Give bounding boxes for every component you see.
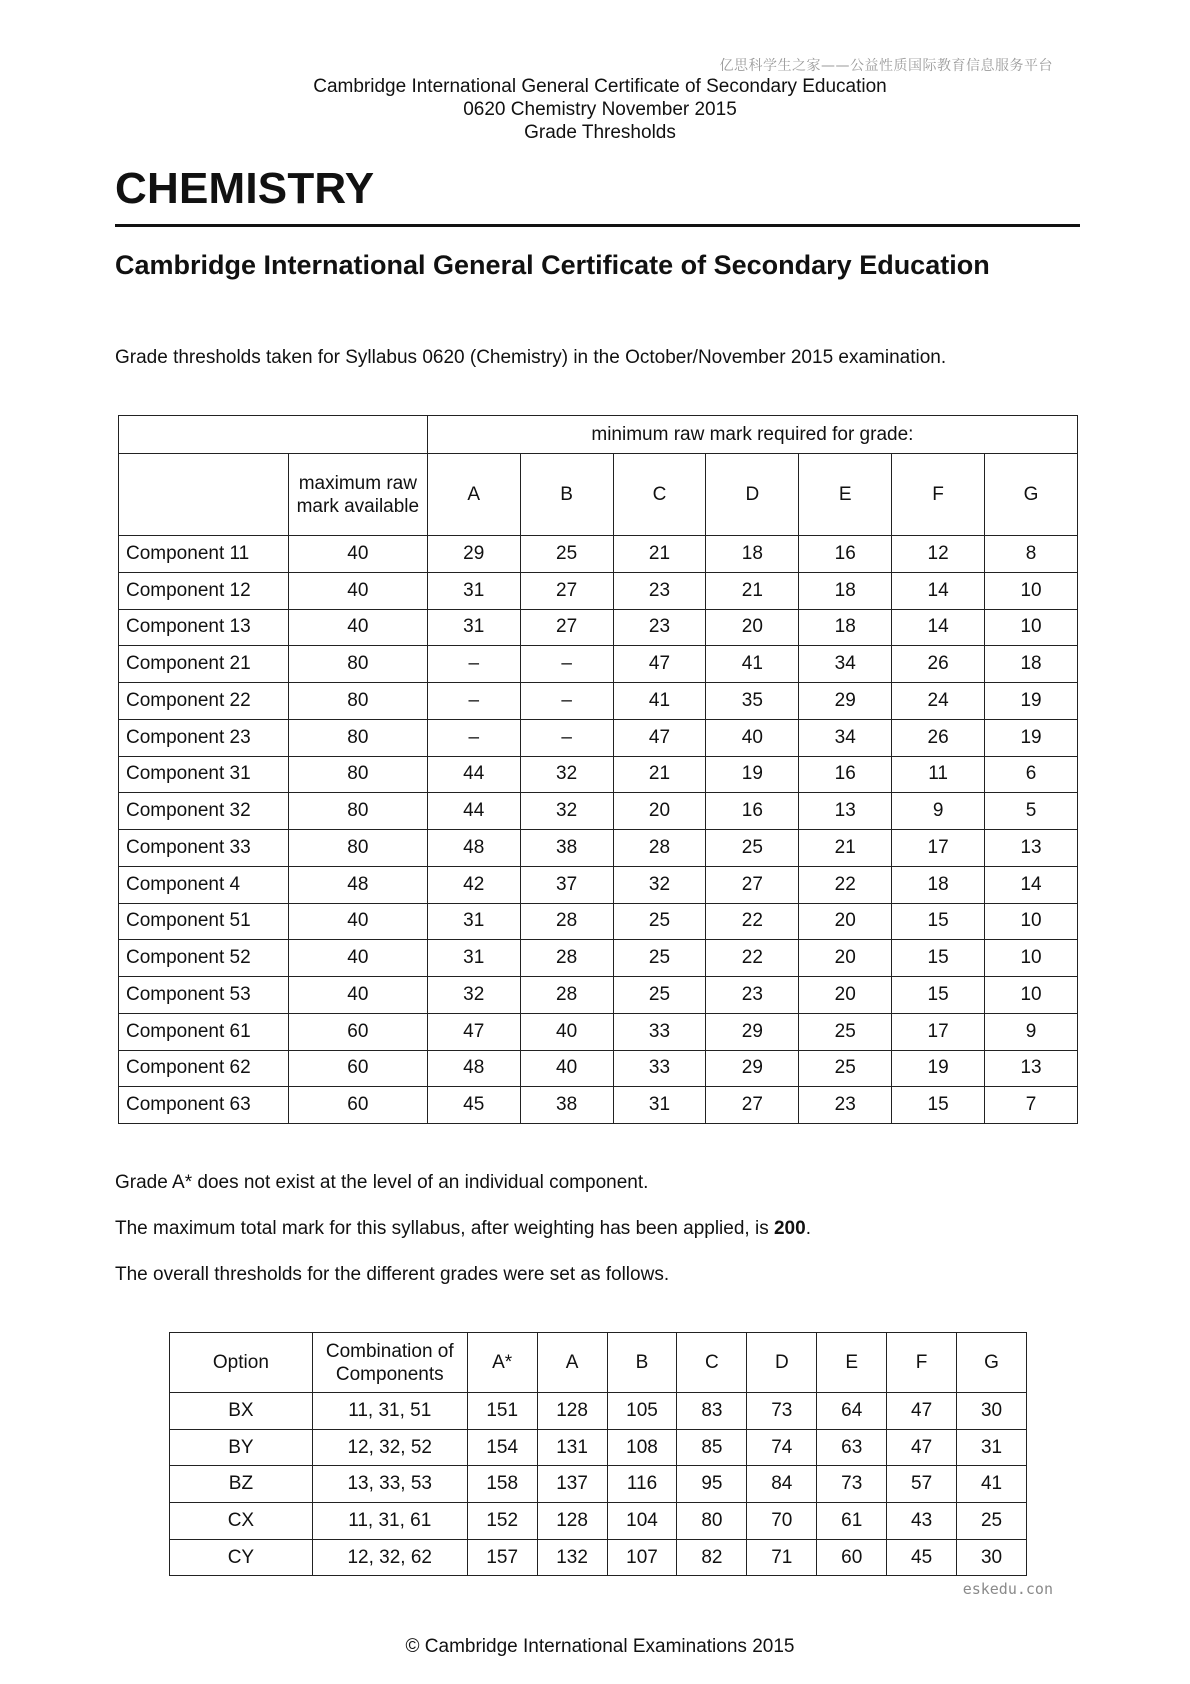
grade-threshold: 10 [985,572,1078,609]
grade-threshold: 42 [427,866,520,903]
component-name: Component 4 [119,866,289,903]
max-mark-header: maximum raw mark available [288,454,427,536]
grade-threshold: 28 [613,830,706,867]
grade-header: C [677,1333,747,1393]
option-header: Option [170,1333,313,1393]
grade-header: B [607,1333,677,1393]
grade-threshold: 16 [799,536,892,573]
grade-threshold: 158 [467,1466,537,1503]
note-max-total-text: The maximum total mark for this syllabus, after weighting has been applied, is [115,1218,774,1239]
max-mark: 60 [288,1013,427,1050]
grade-threshold: 25 [799,1050,892,1087]
grade-threshold: 18 [799,572,892,609]
grade-header: A [537,1333,607,1393]
grade-threshold: 9 [892,793,985,830]
grade-threshold: 29 [706,1050,799,1087]
grade-threshold: 31 [427,572,520,609]
grade-threshold: 22 [799,866,892,903]
component-name: Component 12 [119,572,289,609]
grade-threshold: 19 [706,756,799,793]
grade-threshold: 26 [892,646,985,683]
grade-threshold: 28 [520,903,613,940]
grade-threshold: 28 [520,977,613,1014]
grade-threshold: 152 [467,1503,537,1540]
grade-threshold: 19 [892,1050,985,1087]
grade-threshold: 157 [467,1539,537,1576]
grade-threshold: 20 [799,977,892,1014]
grade-threshold: – [520,719,613,756]
page-subtitle: Cambridge International General Certificate of Secondary Education [115,250,990,280]
max-mark: 40 [288,940,427,977]
grade-threshold: 27 [520,609,613,646]
option-code: BY [170,1429,313,1466]
grade-threshold: 29 [706,1013,799,1050]
table-row [170,1466,1027,1503]
footer-watermark: eskedu.con [962,1580,1053,1598]
table-row [170,1429,1027,1466]
component-name: Component 52 [119,940,289,977]
grade-header: B [520,454,613,536]
grade-threshold: 25 [520,536,613,573]
grade-threshold: 6 [985,756,1078,793]
grade-threshold: 18 [892,866,985,903]
grade-threshold: 22 [706,903,799,940]
grade-threshold: 40 [520,1013,613,1050]
grade-threshold: 27 [706,1087,799,1124]
grade-threshold: 12 [892,536,985,573]
table-row [119,830,1078,867]
max-mark: 80 [288,830,427,867]
grade-threshold: 131 [537,1429,607,1466]
grade-header: F [887,1333,957,1393]
grade-threshold: 7 [985,1087,1078,1124]
grade-threshold: 34 [799,646,892,683]
grade-threshold: 25 [957,1503,1027,1540]
table-row [119,866,1078,903]
grade-threshold: 48 [427,1050,520,1087]
grade-threshold: 70 [747,1503,817,1540]
grade-threshold: 14 [892,572,985,609]
table-row [170,1503,1027,1540]
table-row [119,536,1078,573]
max-mark: 48 [288,866,427,903]
grade-threshold: 13 [985,830,1078,867]
option-code: CY [170,1539,313,1576]
component-name: Component 53 [119,977,289,1014]
empty-corner-cell [119,416,428,454]
empty-header-cell [119,454,289,536]
table-row [119,977,1078,1014]
grade-threshold: 15 [892,1087,985,1124]
grade-threshold: 17 [892,830,985,867]
grade-threshold: 47 [613,719,706,756]
grade-threshold: 37 [520,866,613,903]
component-combination: 12, 32, 52 [312,1429,467,1466]
grade-threshold: 41 [957,1466,1027,1503]
grade-threshold: 23 [613,572,706,609]
grade-threshold: 24 [892,683,985,720]
max-mark: 40 [288,536,427,573]
grade-header: E [817,1333,887,1393]
grade-threshold: 20 [613,793,706,830]
grade-threshold: 23 [706,977,799,1014]
grade-threshold: 57 [887,1466,957,1503]
grade-threshold: 73 [817,1466,887,1503]
component-thresholds-table [118,415,1078,1124]
grade-threshold: 38 [520,1087,613,1124]
grade-threshold: 82 [677,1539,747,1576]
note-max-total [115,1218,811,1240]
grade-threshold: – [427,683,520,720]
grade-threshold: 108 [607,1429,677,1466]
grade-threshold: 154 [467,1429,537,1466]
max-mark: 60 [288,1050,427,1087]
grade-threshold: 21 [613,536,706,573]
grade-threshold: – [427,646,520,683]
grade-threshold: 31 [427,940,520,977]
grade-threshold: 47 [613,646,706,683]
grade-threshold: 80 [677,1503,747,1540]
table-row [119,1050,1078,1087]
max-mark: 40 [288,572,427,609]
grade-threshold: 48 [427,830,520,867]
running-header-line-2: 0620 Chemistry November 2015 [463,99,737,120]
grade-header: G [957,1333,1027,1393]
group-header: minimum raw mark required for grade: [427,416,1077,454]
grade-header: E [799,454,892,536]
grade-threshold: 21 [613,756,706,793]
component-combination: 12, 32, 62 [312,1539,467,1576]
table-row [119,719,1078,756]
grade-threshold: 18 [706,536,799,573]
grade-threshold: 25 [706,830,799,867]
grade-threshold: 47 [887,1429,957,1466]
grade-threshold: 25 [799,1013,892,1050]
grade-threshold: 31 [427,609,520,646]
grade-threshold: 73 [747,1393,817,1430]
grade-threshold: 32 [520,793,613,830]
grade-threshold: 61 [817,1503,887,1540]
max-mark: 40 [288,609,427,646]
page-title: CHEMISTRY [115,164,375,213]
grade-threshold: 32 [520,756,613,793]
grade-header: D [706,454,799,536]
grade-threshold: 20 [799,940,892,977]
grade-threshold: 71 [747,1539,817,1576]
component-name: Component 62 [119,1050,289,1087]
grade-threshold: 15 [892,903,985,940]
max-mark: 80 [288,683,427,720]
grade-threshold: 23 [613,609,706,646]
grade-threshold: 85 [677,1429,747,1466]
grade-threshold: 15 [892,940,985,977]
grade-threshold: 31 [613,1087,706,1124]
grade-threshold: 95 [677,1466,747,1503]
max-mark: 60 [288,1087,427,1124]
grade-threshold: 27 [520,572,613,609]
table-row [119,793,1078,830]
grade-threshold: 40 [706,719,799,756]
grade-threshold: 5 [985,793,1078,830]
grade-threshold: 15 [892,977,985,1014]
grade-threshold: 30 [957,1539,1027,1576]
option-code: CX [170,1503,313,1540]
grade-threshold: 83 [677,1393,747,1430]
grade-threshold: 29 [427,536,520,573]
grade-threshold: – [427,719,520,756]
grade-threshold: 47 [887,1393,957,1430]
table-row [119,572,1078,609]
grade-threshold: 18 [985,646,1078,683]
grade-threshold: 84 [747,1466,817,1503]
running-header-line-3: Grade Thresholds [524,122,676,143]
component-name: Component 21 [119,646,289,683]
component-name: Component 51 [119,903,289,940]
grade-threshold: 29 [799,683,892,720]
component-combination: 13, 33, 53 [312,1466,467,1503]
grade-threshold: 107 [607,1539,677,1576]
max-mark: 40 [288,977,427,1014]
grade-threshold: 41 [706,646,799,683]
grade-threshold: 25 [613,903,706,940]
grade-threshold: 10 [985,609,1078,646]
grade-threshold: 30 [957,1393,1027,1430]
table-row [119,940,1078,977]
grade-threshold: 104 [607,1503,677,1540]
max-total-value: 200 [773,1218,806,1239]
grade-header: D [747,1333,817,1393]
grade-threshold: 22 [706,940,799,977]
component-name: Component 11 [119,536,289,573]
grade-threshold: 25 [613,940,706,977]
grade-threshold: 34 [799,719,892,756]
grade-threshold: 105 [607,1393,677,1430]
grade-threshold: 16 [799,756,892,793]
table-row [119,1013,1078,1050]
component-name: Component 33 [119,830,289,867]
max-mark: 80 [288,646,427,683]
watermark-text: 亿思科学生之家——公益性质国际教育信息服务平台 [719,58,1053,74]
table-row [119,609,1078,646]
grade-threshold: 35 [706,683,799,720]
max-mark: 80 [288,756,427,793]
component-name: Component 23 [119,719,289,756]
grade-threshold: 10 [985,940,1078,977]
grade-threshold: 21 [706,572,799,609]
component-combination: 11, 31, 51 [312,1393,467,1430]
grade-threshold: 23 [799,1087,892,1124]
note-max-total-end: . [805,1218,811,1239]
grade-threshold: 31 [957,1429,1027,1466]
grade-threshold: 19 [985,719,1078,756]
grade-threshold: 33 [613,1013,706,1050]
component-name: Component 61 [119,1013,289,1050]
table-row [170,1539,1027,1576]
table-row [170,1393,1027,1430]
grade-threshold: 16 [706,793,799,830]
grade-threshold: 44 [427,793,520,830]
table-row [119,1087,1078,1124]
grade-threshold: 132 [537,1539,607,1576]
grade-threshold: 11 [892,756,985,793]
grade-threshold: 13 [799,793,892,830]
grade-threshold: 14 [985,866,1078,903]
note-overall: The overall thresholds for the different grades were set as follows. [115,1264,670,1285]
table-row [119,683,1078,720]
copyright-notice: © Cambridge International Examinations 2015 [405,1636,795,1657]
grade-threshold: 116 [607,1466,677,1503]
grade-threshold: 20 [706,609,799,646]
table-row [119,646,1078,683]
component-name: Component 13 [119,609,289,646]
grade-header: C [613,454,706,536]
grade-header: A [427,454,520,536]
option-code: BX [170,1393,313,1430]
intro-paragraph: Grade thresholds taken for Syllabus 0620 (Chemistry) in the October/November 2015 examination. [115,347,947,368]
title-divider [115,224,1080,227]
component-combination: 11, 31, 61 [312,1503,467,1540]
table-row [119,756,1078,793]
grade-threshold: 128 [537,1393,607,1430]
grade-threshold: 28 [520,940,613,977]
grade-threshold: 31 [427,903,520,940]
grade-threshold: 32 [613,866,706,903]
grade-header: A* [467,1333,537,1393]
grade-threshold: 74 [747,1429,817,1466]
grade-threshold: 32 [427,977,520,1014]
grade-threshold: 25 [613,977,706,1014]
option-code: BZ [170,1466,313,1503]
grade-threshold: 13 [985,1050,1078,1087]
component-name: Component 32 [119,793,289,830]
component-name: Component 31 [119,756,289,793]
grade-threshold: 21 [799,830,892,867]
grade-threshold: 17 [892,1013,985,1050]
grade-threshold: 64 [817,1393,887,1430]
max-mark: 80 [288,793,427,830]
grade-threshold: – [520,646,613,683]
max-mark: 80 [288,719,427,756]
grade-threshold: 41 [613,683,706,720]
combination-header: Combination of Components [312,1333,467,1393]
grade-threshold: 27 [706,866,799,903]
grade-threshold: 151 [467,1393,537,1430]
grade-threshold: 45 [887,1539,957,1576]
grade-header: F [892,454,985,536]
table-row [119,903,1078,940]
grade-threshold: 38 [520,830,613,867]
grade-threshold: – [520,683,613,720]
grade-threshold: 63 [817,1429,887,1466]
grade-threshold: 18 [799,609,892,646]
grade-threshold: 14 [892,609,985,646]
grade-threshold: 44 [427,756,520,793]
grade-threshold: 40 [520,1050,613,1087]
grade-threshold: 60 [817,1539,887,1576]
grade-threshold: 45 [427,1087,520,1124]
grade-threshold: 10 [985,977,1078,1014]
component-name: Component 63 [119,1087,289,1124]
grade-threshold: 9 [985,1013,1078,1050]
grade-threshold: 20 [799,903,892,940]
grade-threshold: 19 [985,683,1078,720]
grade-threshold: 33 [613,1050,706,1087]
grade-threshold: 47 [427,1013,520,1050]
grade-threshold: 8 [985,536,1078,573]
grade-header: G [985,454,1078,536]
max-mark: 40 [288,903,427,940]
overall-thresholds-table [169,1332,1027,1576]
note-a-star: Grade A* does not exist at the level of an individual component. [115,1172,649,1193]
grade-threshold: 43 [887,1503,957,1540]
grade-threshold: 10 [985,903,1078,940]
grade-threshold: 137 [537,1466,607,1503]
grade-threshold: 26 [892,719,985,756]
component-name: Component 22 [119,683,289,720]
grade-threshold: 128 [537,1503,607,1540]
running-header-line-1: Cambridge International General Certificate of Secondary Education [313,76,887,97]
